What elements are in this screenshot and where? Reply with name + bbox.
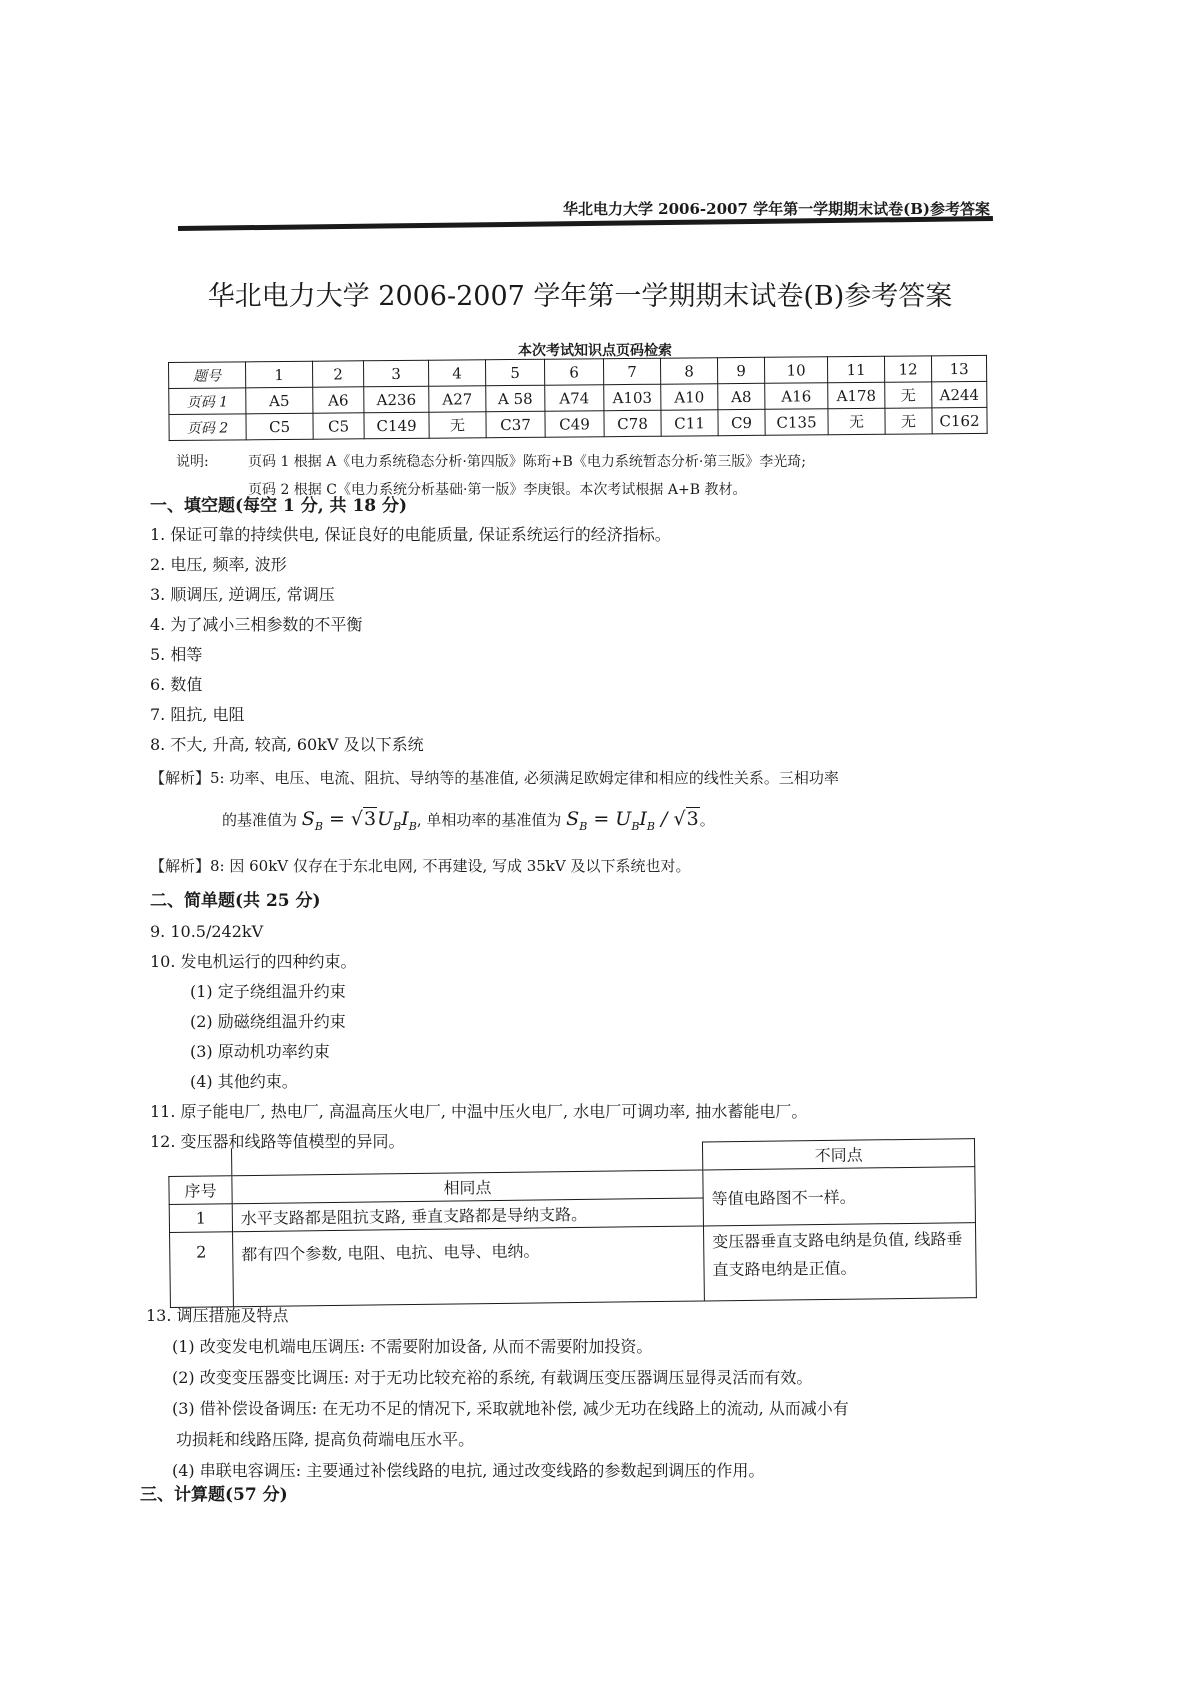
index-cell: A10 [661, 384, 718, 410]
same-row-1: 水平支路都是阻抗支路, 垂直支路都是导纳支路。 [232, 1198, 703, 1232]
same-header: 相同点 [232, 1170, 703, 1204]
index-cell: 13 [931, 355, 986, 381]
no-header: 序号 [169, 1176, 232, 1205]
index-cell: 无 [885, 408, 932, 434]
page-index-table [168, 355, 988, 441]
index-cell: 8 [660, 358, 717, 384]
answer-6: 6. 数值 [150, 675, 203, 694]
answer-9: 9. 10.5/242kV [150, 922, 264, 941]
answer-13-item-3-cont: 功损耗和线路压降, 提高负荷端电压水平。 [176, 1430, 475, 1449]
index-cell: 10 [764, 357, 827, 384]
section-3-heading: 三、计算题(57 分) [140, 1485, 288, 1505]
index-cell: C5 [246, 413, 313, 440]
index-cell: 11 [827, 356, 884, 382]
answer-10-item-2: (2) 励磁绕组温升约束 [190, 1012, 346, 1031]
diff-row-1: 等值电路图不一样。 [703, 1167, 976, 1226]
section-1-heading: 一、填空题(每空 1 分, 共 18 分) [150, 496, 408, 516]
index-cell: A236 [364, 386, 429, 413]
diff-header: 不同点 [702, 1139, 974, 1170]
index-cell: C162 [932, 407, 987, 433]
answer-10: 10. 发电机运行的四种约束。 [150, 952, 357, 971]
answer-12: 12. 变压器和线路等值模型的异同。 [150, 1132, 405, 1151]
answer-11: 11. 原子能电厂, 热电厂, 高温高压火电厂, 中温中压火电厂, 水电厂可调功率, 抽水蓄能电厂。 [150, 1102, 808, 1121]
answer-1: 1. 保证可靠的持续供电, 保证良好的电能质量, 保证系统运行的经济指标。 [150, 525, 671, 544]
index-cell: 7 [603, 358, 660, 384]
index-cell: A103 [604, 384, 661, 410]
answer-7: 7. 阻抗, 电阻 [150, 705, 245, 724]
section-2-list [150, 917, 807, 1157]
index-cell: C11 [661, 410, 718, 436]
answer-10-item-4: (4) 其他约束。 [190, 1072, 298, 1091]
analysis-5: 【解析】5: 功率、电压、电流、阻抗、导纳等的基准值, 必须满足欧姆定律和相应的线性关系。三相功率 [150, 769, 839, 787]
answer-13-item-1: (1) 改变发电机端电压调压: 不需要附加设备, 从而不需要附加投资。 [172, 1337, 653, 1356]
answer-5: 5. 相等 [150, 645, 203, 664]
index-cell: C78 [604, 410, 661, 436]
index-cell: C9 [718, 409, 765, 435]
running-header: 华北电力大学 2006-2007 学年第一学期期末试卷(B)参考答案 [562, 200, 990, 218]
index-cell: 无 [429, 412, 486, 438]
formula-text-mid: , 单相功率的基准值为 [416, 811, 562, 829]
no-row-1: 1 [169, 1204, 232, 1233]
index-cell: C49 [545, 411, 604, 438]
analysis-8: 【解析】8: 因 60kV 仅存在于东北电网, 不再建设, 写成 35kV 及以下系统也对。 [150, 857, 691, 875]
index-cell: A8 [718, 383, 765, 409]
notes-label: 说明: [176, 454, 209, 470]
answer-3: 3. 顺调压, 逆调压, 常调压 [150, 585, 335, 604]
index-table-caption: 本次考试知识点页码检索 [518, 343, 672, 359]
page-title: 华北电力大学 2006-2007 学年第一学期期末试卷(B)参考答案 [207, 281, 953, 312]
no-row-2: 2 [170, 1232, 234, 1308]
answer-13-item-2: (2) 改变变压器变比调压: 对于无功比较充裕的系统, 有载调压变压器调压显得灵活而有效。 [172, 1368, 813, 1387]
answer-8: 8. 不大, 升高, 较高, 60kV 及以下系统 [150, 735, 424, 754]
section-1-list [150, 520, 671, 760]
index-cell: A6 [313, 387, 364, 413]
index-cell: 1 [246, 361, 313, 388]
section-2-heading: 二、简单题(共 25 分) [150, 891, 321, 911]
comparison-table [168, 1138, 977, 1308]
index-cell: 无 [828, 408, 885, 434]
analysis-5-formula: 的基准值为 $S_B = √3U_BI_B$, 单相功率的基准值为 $S_B = U_BI_B / √3$。 [222, 808, 715, 833]
same-row-2: 都有四个参数, 电阻、电抗、电导、电纳。 [233, 1226, 705, 1307]
index-cell: 无 [885, 382, 932, 408]
answer-2: 2. 电压, 频率, 波形 [150, 555, 287, 574]
index-cell: C149 [364, 412, 429, 439]
answer-13-title: 13. 调压措施及特点 [146, 1306, 289, 1325]
notes-line-2: 页码 2 根据 C《电力系统分析基础·第一版》李庚银。本次考试根据 A+B 教材。 [248, 482, 747, 498]
index-cell: A 58 [486, 385, 545, 412]
index-cell: A5 [246, 387, 313, 414]
diff-row-2: 变压器垂直支路电纳是负值, 线路垂直支路电纳是正值。 [703, 1223, 976, 1301]
answer-13-item-3: (3) 借补偿设备调压: 在无功不足的情况下, 采取就地补偿, 减少无功在线路上的流动, 从而减小有 [172, 1399, 849, 1418]
index-cell: 2 [312, 361, 363, 387]
index-cell: 3 [363, 360, 428, 387]
index-cell: 6 [544, 359, 603, 386]
answer-13-item-4: (4) 串联电容调压: 主要通过补偿线路的电抗, 通过改变线路的参数起到调压的作用。 [172, 1461, 765, 1480]
answer-10-item-1: (1) 定子绕组温升约束 [190, 982, 346, 1001]
three-phase-base-formula: $S_B = √3U_BI_B$ [301, 808, 417, 833]
formula-text-pre: 的基准值为 [222, 811, 298, 829]
answer-10-item-3: (3) 原动机功率约束 [190, 1042, 330, 1061]
index-cell: A178 [828, 382, 885, 408]
index-cell: C37 [486, 411, 545, 438]
index-cell: A27 [429, 386, 486, 412]
index-cell: C5 [313, 413, 364, 439]
answer-4: 4. 为了减小三相参数的不平衡 [150, 615, 363, 634]
index-row-label: 题号 [169, 362, 246, 389]
index-cell: A244 [932, 381, 987, 407]
answer-13 [146, 1300, 849, 1486]
index-cell: C135 [765, 409, 828, 436]
index-cell: 4 [428, 360, 485, 386]
index-cell: A74 [545, 385, 604, 412]
single-phase-base-formula: $S_B = U_BI_B / √3$ [566, 808, 699, 833]
index-cell: 5 [485, 359, 544, 386]
index-cell: A16 [765, 383, 828, 410]
index-row-label: 页码 2 [169, 414, 246, 441]
index-cell: 9 [717, 357, 764, 383]
index-row-label: 页码 1 [169, 388, 246, 415]
notes-line-1: 页码 1 根据 A《电力系统稳态分析·第四版》陈珩+B《电力系统暂态分析·第三版》李光琦; [248, 454, 807, 470]
index-cell: 12 [884, 356, 931, 382]
